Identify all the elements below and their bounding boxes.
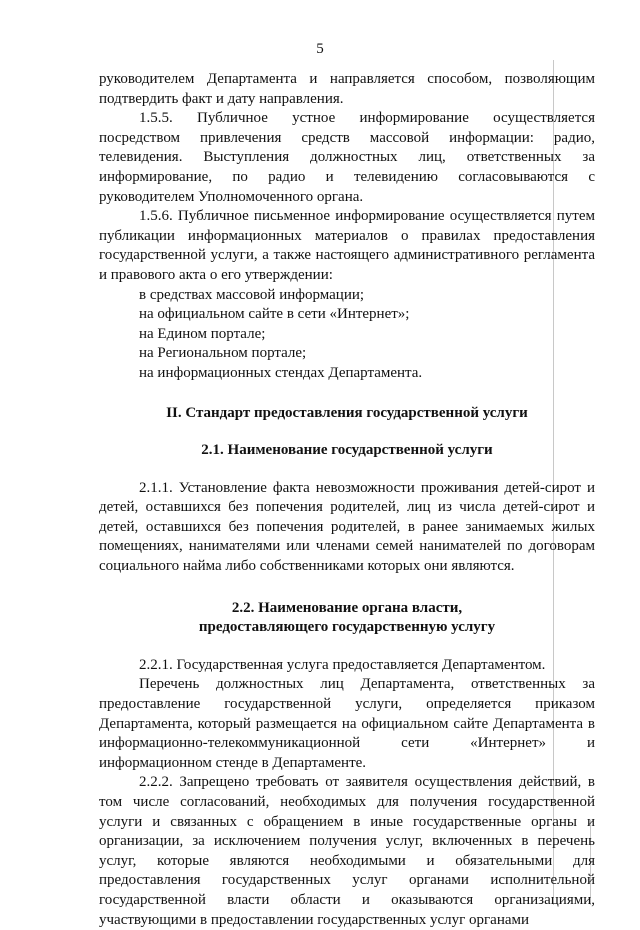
paragraph-2-2-2: 2.2.2. Запрещено требовать от заявителя осуществления действий, в том числе согласований, необходимых для получения государственной услуги и связанных с обращением в иные государственные органы и организации, за исключением получения услуг, включенных в перечень услуг, которые являются необходимыми и обязательными для предоставления государственных услуг органами исполнительной государственной власти области и оказываются организациями, участвующими в предоставлении государственных услуг органами xyxy=(99,774,595,928)
paragraph-2-2-1-list: Перечень должностных лиц Департамента, ответственных за предоставление государственной услуги, определяется приказом Департамента, который размещается на официальном сайте Департамента в информационно-телекоммуникационной сети «Интернет» и информационном стенде в Департаменте. xyxy=(99,676,595,771)
subsection-title-2-2-line2: предоставляющего государственную услугу xyxy=(198,619,496,636)
paragraph-1-5-5: 1.5.5. Публичное устное информирование осуществляется посредством привлечения средств массовой информации: радио, телевидения. Выступления должностных лиц, ответственных за информирование, по радио и телевидению согласовываются с руководителем Уполномоченного органа. xyxy=(99,110,595,205)
list-item: на Региональном портале; xyxy=(139,345,307,362)
list-item: на информационных стендах Департамента. xyxy=(139,364,423,381)
paragraph-2-1-1: 2.1.1. Установление факта невозможности проживания детей-сирот и детей, оставшихся без попечения родителей, лиц из числа детей-сирот и детей, оставшихся без попечения родителей, в ранее занимаемых жилых помещениях, нанимателями или членами семей нанимателей по договорам социального найма либо собственниками которых они являются. xyxy=(99,479,595,575)
page-number: 5 xyxy=(316,41,324,57)
subsection-title-2-2: 2.2. Наименование органа власти, xyxy=(231,599,463,616)
section-title: II. Стандарт предоставления государственной услуги xyxy=(166,404,528,421)
paragraph-2-2-1: 2.2.1. Государственная услуга предоставляется Департаментом. xyxy=(139,656,546,673)
list-item: на официальном сайте в сети «Интернет»; xyxy=(139,306,410,323)
subsection-title-2-1: 2.1. Наименование государственной услуги xyxy=(201,442,493,459)
document-body xyxy=(99,70,595,930)
paragraph-1-5-6: 1.5.6. Публичное письменное информирование осуществляется путем публикации информационных материалов о правилах предоставления государственной услуги, а также настоящего административного регламента и правового акта о его утверждении: xyxy=(99,208,595,283)
paragraph: руководителем Департамента и направляется способом, позволяющим подтвердить факт и дату направления. xyxy=(99,71,595,107)
list-item: на Едином портале; xyxy=(139,325,266,342)
list-item: в средствах массовой информации; xyxy=(139,286,365,303)
